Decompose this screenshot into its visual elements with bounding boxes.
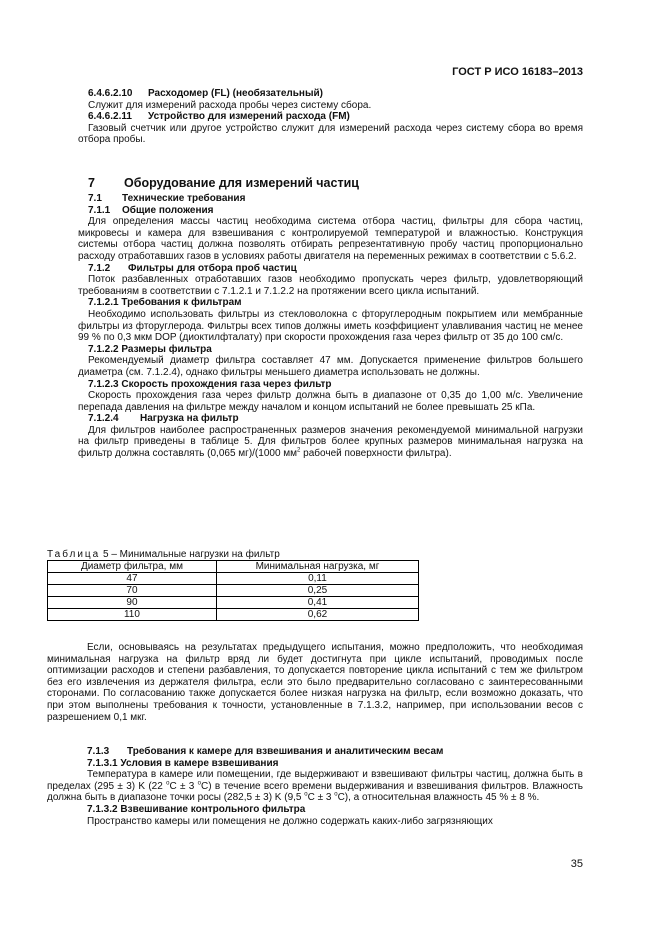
text-run: C) в течение всего времени выдерживания и взвешивания фильтров. Влажность должна быть в диапазоне точки росы (282,5 ± 3) K (9,5 [47, 780, 584, 804]
table-cell: 0,41 [216, 597, 418, 609]
heading-title: Взвешивание контрольного фильтра [120, 803, 306, 815]
table-cell: 70 [48, 585, 217, 597]
table-cell: 0,62 [216, 609, 418, 621]
heading-title: Условия в камере взвешивания [120, 757, 279, 769]
table-cell: 110 [48, 609, 217, 621]
heading-number: 7.1.2.2 [88, 343, 119, 355]
text-run: C ± 3 [307, 792, 335, 804]
paragraph: Для определения массы частиц необходима система отбора частиц, фильтры для сбора частиц, микровесы и камера для взвешивания с контролируемой температурой и влажностью. Конструкция системы отбора частиц должна позволять отбирать репрезентативную пробу частиц пропорционально расходу отработавших газов в условиях работы двигателя на переменных режимах в соответствии с 5.6.2. [78, 216, 583, 262]
text-run: Температура в камере или помещении, где выдерживают и взвешивают фильтры частиц, должна быть в пределах (295 ± 3) K (22 [47, 769, 583, 792]
degree-sign: o [166, 780, 170, 787]
heading-7-1-2-4 [78, 413, 583, 425]
heading-title: Общие положения [122, 204, 214, 216]
heading-7-1-1 [78, 205, 583, 217]
heading-number: 7.1.2.3 [88, 378, 119, 390]
heading-number: 7.1.3 [87, 746, 110, 757]
heading-number: 7 [88, 175, 95, 190]
paragraph: Пространство камеры или помещения не должно содержать каких-либо загрязняющих [87, 815, 493, 827]
text-run: рабочей поверхности фильтра). [300, 448, 452, 460]
document-code: ГОСТ Р ИСО 16183–2013 [452, 66, 583, 78]
heading-title: Требования к фильтрам [121, 297, 242, 309]
superscript: 2 [297, 447, 301, 454]
section-6-4-6-2-10 [78, 88, 583, 146]
heading-number: 7.1.2.4 [88, 413, 119, 425]
heading-title: Технические требования [122, 193, 246, 204]
paragraph: Скорость прохождения газа через фильтр должна быть в диапазоне от 0,35 до 1,00 м/с. Увеличение перепада давления на фильтре между началом и концом испытаний не более превышать 25 кПа. [78, 390, 583, 413]
degree-sign: o [304, 792, 308, 799]
heading-7-1-2-1 [78, 297, 583, 309]
table-cell: 0,25 [216, 585, 418, 597]
table-row [48, 585, 419, 597]
heading-7-1-2-2 [78, 344, 583, 356]
table-caption [47, 549, 419, 560]
degree-sign: o [334, 792, 338, 799]
text-run: C), а относительная влажность 45 % ± 8 %. [337, 792, 540, 804]
caption-word: Таблица [47, 549, 101, 560]
paragraph: Газовый счетчик или другое устройство служит для измерений расхода через систему сбора во время отбора пробы. [78, 122, 583, 146]
column-header: Диаметр фильтра, мм [48, 561, 217, 573]
heading-7-1-2-3 [78, 379, 583, 391]
heading-number: 6.4.6.2.10 [88, 88, 133, 99]
paragraph: Если, основываясь на результатах предыдущего испытания, можно предположить, что необходимая минимальная нагрузка на фильтр вряд ли будет достигнута при цикле испытаний, проводимых после оптимизации расходов и степени разбавления, то допускается повторение цикла испытаний с тем же фильтром без его извлечения из держателя фильтра, если это было предварительно согласовано с заинтересованными сторонами. По согласованию также допускается более низкая нагрузка на фильтр, если возможно доказать, что при этом выполнены требования к точности, установленные в 7.1.3.2, например, при использовании весов с разрешением 0,1 мкг. [47, 642, 583, 723]
paragraph [78, 425, 583, 460]
paragraph: Служит для измерений расхода пробы через систему сбора. [88, 99, 372, 111]
table-row [48, 609, 419, 621]
heading-number: 7.1.3.1 [87, 757, 118, 769]
table-cell: 47 [48, 573, 217, 585]
page-number: 35 [570, 858, 583, 870]
heading-6-4-6-2-11 [78, 111, 583, 123]
data-table [47, 560, 419, 621]
paragraph: Необходимо использовать фильтры из стекловолокна с фторуглеродным покрытием или мембранные фильтры из фторуглерода. Фильтры всех типов должны иметь коэффициент улавливания частиц не менее 99 % по 0,3 мкм DOP (диоктилфталату) при скорости прохождения газа через фильтр от 35 до 100 см/с. [78, 308, 583, 344]
text-run: C ± 3 [169, 780, 198, 792]
heading-number: 7.1.2 [88, 262, 111, 274]
degree-sign: o [197, 780, 201, 787]
section-after-table [47, 642, 583, 723]
heading-number: 7.1.2.1 [88, 297, 119, 309]
paragraph: Поток разбавленных отработавших газов необходимо пропускать через фильтр, удовлетворяющий требованиям в соответствии с 7.1.2.1 и 7.1.2.2 на протяжении всего цикла испытаний. [78, 274, 583, 297]
section-7-1-3 [47, 746, 583, 827]
heading-title: Фильтры для отбора проб частиц [128, 262, 297, 274]
table-cell: 90 [48, 597, 217, 609]
text-run: Для фильтров наиболее распространенных размеров значения рекомендуемой минимальной нагрузки на фильтр приведены в таблице 5. Для фильтров более крупных размеров минимальная нагрузка на фильтр должна составлять (0,065 мг)/(1000 мм [78, 424, 583, 460]
table-row [48, 573, 419, 585]
heading-number: 7.1.3.2 [87, 803, 118, 815]
heading-title: Оборудование для измерений частиц [124, 175, 359, 190]
heading-title: Размеры фильтра [121, 343, 212, 355]
heading-title: Устройство для измерений расхода (FM) [148, 111, 350, 123]
heading-title: Скорость прохождения газа через фильтр [121, 378, 332, 390]
heading-7-1-3-2 [47, 804, 583, 816]
heading-title: Расходомер (FL) (необязательный) [148, 88, 323, 99]
heading-6-4-6-2-10 [78, 88, 583, 100]
table-5 [47, 549, 419, 621]
table-cell: 0,11 [216, 573, 418, 585]
heading-7-1 [78, 193, 583, 205]
heading-number: 6.4.6.2.11 [88, 111, 132, 123]
caption-text: 5 – Минимальные нагрузки на фильтр [100, 549, 280, 560]
heading-title: Требования к камере для взвешивания и аналитическим весам [127, 746, 444, 757]
heading-7-1-3 [47, 746, 583, 758]
heading-7-1-2 [78, 263, 583, 275]
heading-number: 7.1.1 [88, 204, 111, 216]
table-header-row [48, 561, 419, 573]
paragraph [47, 769, 583, 804]
table-row [48, 597, 419, 609]
heading-7-1-3-1 [47, 758, 583, 770]
paragraph: Рекомендуемый диаметр фильтра составляет 47 мм. Допускается применение фильтров большего диаметра (см. 7.1.2.4), однако фильтры меньшего диаметра использовать не должны. [78, 355, 583, 378]
section-7-heading [78, 175, 583, 190]
heading-number: 7.1 [88, 193, 102, 204]
section-7-1 [78, 193, 583, 460]
heading-title: Нагрузка на фильтр [140, 413, 239, 425]
column-header: Минимальная нагрузка, мг [216, 561, 418, 573]
